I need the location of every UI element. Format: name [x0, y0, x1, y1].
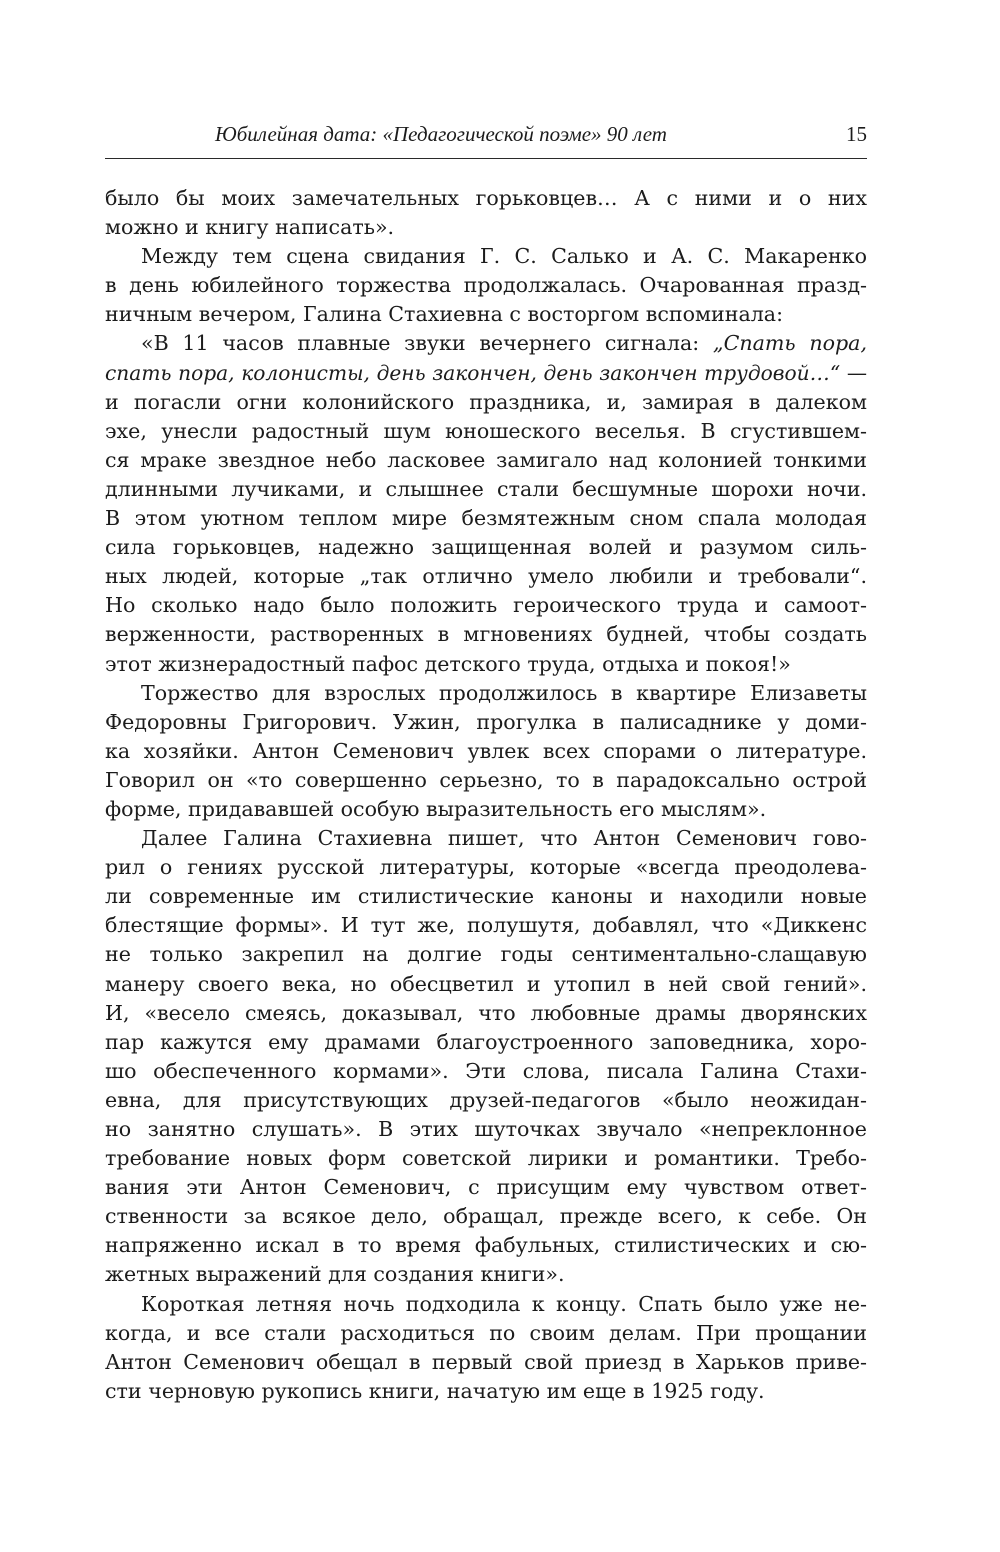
text-line: ных людей, которые „так отлично умело любили и требовали“.: [105, 564, 867, 589]
body-text: [105, 184, 867, 1406]
text-line: этот жизнерадостный пафос детского труда, отдыха и покоя!»: [105, 651, 791, 676]
text-line: сила горьковцев, надежно защищенная волей и разумом силь-: [105, 535, 867, 560]
text-segment: «В 11 часов плавные звуки вечернего сигнала:: [141, 331, 713, 356]
text-line: [105, 329, 867, 358]
text-line: ка хозяйки. Антон Семенович увлек всех спорами о литературе.: [105, 738, 867, 763]
text-line: ли современные им стилистические каноны и находили новые: [105, 884, 867, 909]
running-head: Юбилейная дата: «Педагогической поэме» 90 лет: [215, 122, 667, 146]
page-header: [105, 118, 867, 159]
text-line: шо обеспеченного кормами». Эти слова, писала Галина Стахи-: [105, 1058, 867, 1083]
text-line: И, «весело смеясь, доказывал, что любовные драмы дворянских: [105, 1000, 867, 1025]
text-line: блестящие формы». И тут же, полушутя, добавлял, что «Диккенс: [105, 913, 867, 938]
text-line: Далее Галина Стахиевна пишет, что Антон Семенович гово-: [141, 826, 867, 851]
text-line: рил о гениях русской литературы, которые «всегда преодолева-: [105, 855, 867, 880]
text-line: можно и книгу написать».: [105, 215, 395, 240]
text-line: жетных выражений для создания книги».: [105, 1262, 565, 1287]
text-line: не только закрепил на долгие годы сентиментально-слащавую: [105, 942, 867, 967]
text-line: пар кажутся ему драмами благоустроенного заповедника, хоро-: [105, 1029, 867, 1054]
text-line: верженности, растворенных в мгновениях будней, чтобы создать: [105, 622, 867, 647]
text-segment: —: [840, 360, 867, 385]
text-line: Торжество для взрослых продолжилось в квартире Елизаветы: [141, 680, 867, 705]
text-line: Короткая летняя ночь подходила к концу. Спать было уже не-: [141, 1291, 867, 1316]
text-line: [105, 359, 867, 388]
text-line: Между тем сцена свидания Г. С. Салько и А. С. Макаренко: [141, 244, 867, 269]
text-line: Федоровны Григорович. Ужин, прогулка в палисаднике у доми-: [105, 709, 867, 734]
text-line: но занятно слушать». В этих шуточках звучало «непреклонное: [105, 1117, 867, 1141]
text-line: когда, и все стали расходиться по своим делам. При прощании: [105, 1320, 867, 1345]
text-line: ственности за всякое дело, обращал, прежде всего, к себе. Он: [105, 1204, 867, 1229]
text-line: сти черновую рукопись книги, начатую им еще в 1925 году.: [105, 1378, 765, 1403]
text-line: манеру своего века, но обесцветил и утопил в ней свой гений».: [105, 971, 867, 996]
text-line: и погасли огни колонийского праздника, и, замирая в далеком: [105, 389, 867, 414]
text-line: требование новых форм советской лирики и романтики. Требо-: [105, 1146, 867, 1171]
text-line: вания эти Антон Семенович, с присущим ему чувством ответ-: [105, 1175, 867, 1200]
italic-quote-segment: „Спать пора,: [712, 331, 867, 356]
text-line: Но сколько надо было положить героического труда и самоот-: [105, 593, 867, 618]
text-line: форме, придававшей особую выразительность его мыслям».: [105, 796, 767, 821]
text-line: напряженно искал в то время фабульных, стилистических и сю-: [105, 1233, 867, 1258]
page-number: 15: [846, 122, 867, 146]
text-line: эхе, унесли радостный шум юношеского веселья. В сгустившем-: [105, 418, 867, 443]
text-line: В этом уютном теплом мире безмятежным сном спала молодая: [105, 506, 867, 531]
text-line: было бы моих замечательных горьковцев… А с ними и о них: [105, 186, 867, 210]
text-line: Говорил он «то совершенно серьезно, то в парадоксально острой: [105, 767, 867, 792]
text-line: длинными лучиками, и слышнее стали бесшумные шорохи ночи.: [105, 476, 867, 501]
text-line: в день юбилейного торжества продолжалась. Очарованная празд-: [105, 273, 867, 298]
italic-quote-segment: спать пора, колонисты, день закончен, день закончен трудовой…“: [105, 360, 841, 385]
text-line: ся мраке звездное небо ласковее замигало над колонией тонкими: [105, 447, 867, 472]
text-line: евна, для присутствующих друзей-педагогов «было неожидан-: [105, 1087, 867, 1112]
text-line: ничным вечером, Галина Стахиевна с восторгом вспоминала:: [105, 302, 784, 327]
text-line: Антон Семенович обещал в первый свой приезд в Харьков приве-: [105, 1349, 867, 1374]
